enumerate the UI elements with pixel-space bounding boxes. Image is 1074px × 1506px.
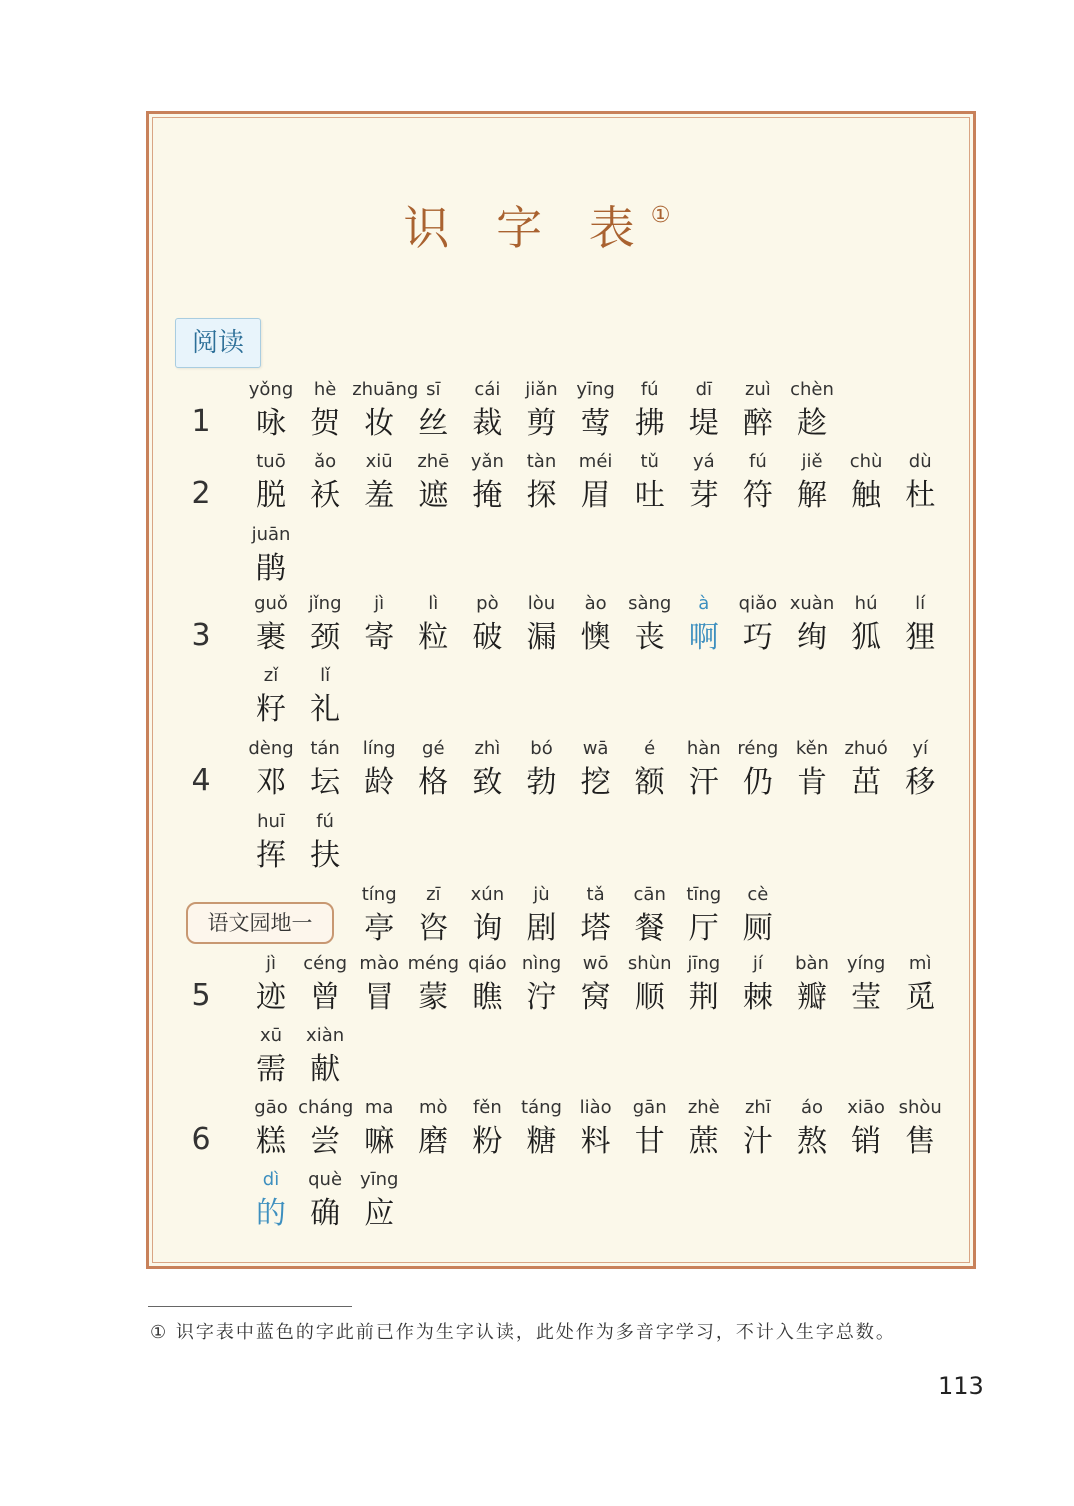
character-cell (569, 881, 623, 949)
hanzi: 邓 (256, 765, 286, 800)
row-number: 1 (191, 404, 211, 439)
character-cell (406, 735, 460, 803)
character-cell (623, 448, 677, 516)
hanzi: 漏 (526, 620, 557, 655)
hanzi: 尝 (310, 1124, 341, 1159)
pinyin: áo (800, 1097, 824, 1118)
hanzi: 贺 (310, 406, 341, 441)
pinyin: liào (579, 1097, 612, 1118)
pinyin: fú (316, 811, 334, 832)
character-cell (298, 1166, 352, 1234)
hanzi: 莹 (851, 980, 882, 1015)
character-cell (785, 376, 839, 444)
hanzi: 塔 (580, 911, 611, 946)
hanzi: 妆 (364, 406, 395, 441)
hanzi: 掩 (472, 478, 503, 513)
hanzi: 瞧 (472, 980, 503, 1015)
character-cell (623, 376, 677, 444)
character-cell (839, 590, 893, 658)
pinyin: jīng (687, 953, 721, 974)
pinyin: dù (908, 451, 932, 472)
pinyin: tán (310, 738, 340, 759)
pinyin: chù (849, 451, 883, 472)
pinyin: mì (908, 953, 932, 974)
pinyin: jiǎn (525, 379, 558, 400)
pinyin: pò (476, 593, 499, 614)
pinyin: xiāo (847, 1097, 885, 1118)
character-cell (839, 448, 893, 516)
character-cell (460, 950, 514, 1018)
hanzi: 挖 (580, 765, 611, 800)
pinyin: mò (419, 1097, 448, 1118)
pinyin: hàn (686, 738, 721, 759)
character-cell (515, 950, 569, 1018)
character-cell (677, 590, 731, 658)
hanzi: 勃 (526, 765, 557, 800)
character-cell (731, 881, 785, 949)
character-cell (893, 590, 947, 658)
pinyin: zhuó (844, 738, 888, 759)
hanzi: 扶 (310, 838, 341, 873)
hanzi: 剪 (526, 406, 557, 441)
character-cell (677, 950, 731, 1018)
pinyin: lí (915, 593, 926, 614)
pinyin: wō (582, 953, 609, 974)
character-cell (352, 881, 406, 949)
hanzi: 丝 (418, 406, 449, 441)
pinyin: mào (359, 953, 399, 974)
pinyin: cháng (298, 1097, 354, 1118)
character-cell (731, 448, 785, 516)
hanzi: 糖 (526, 1124, 557, 1159)
hanzi: 确 (310, 1196, 341, 1231)
pinyin: guǒ (254, 593, 288, 614)
row-number: 5 (191, 978, 211, 1013)
pinyin: yǒng (248, 379, 294, 400)
pinyin: táng (521, 1097, 562, 1118)
hanzi: 曾 (310, 980, 341, 1015)
character-cell (515, 376, 569, 444)
hanzi: 料 (580, 1124, 611, 1159)
hanzi: 格 (418, 765, 449, 800)
hanzi: 吐 (634, 478, 665, 513)
character-cell (677, 1094, 731, 1162)
character-cell (623, 881, 677, 949)
pinyin: à (698, 593, 710, 614)
pinyin: lòu (527, 593, 556, 614)
character-cell (731, 1094, 785, 1162)
pinyin: huī (257, 811, 285, 832)
pinyin: kěn (795, 738, 829, 759)
hanzi: 窝 (580, 980, 611, 1015)
character-cell (785, 735, 839, 803)
pinyin: é (644, 738, 656, 759)
character-cell (298, 808, 352, 876)
pinyin: xiū (365, 451, 393, 472)
character-cell (406, 590, 460, 658)
pinyin: gāo (254, 1097, 288, 1118)
hanzi: 符 (742, 478, 773, 513)
hanzi: 袄 (310, 478, 341, 513)
character-cell (569, 1094, 623, 1162)
pinyin: qiǎo (738, 593, 778, 614)
character-cell (515, 881, 569, 949)
pinyin: yí (912, 738, 929, 759)
hanzi: 咏 (256, 406, 286, 441)
pinyin: yīng (359, 1169, 399, 1190)
hanzi: 礼 (310, 692, 341, 727)
hanzi: 解 (797, 478, 827, 513)
hanzi: 羞 (364, 478, 395, 513)
pinyin: shòu (898, 1097, 942, 1118)
character-cell (352, 950, 406, 1018)
pinyin: yá (692, 451, 715, 472)
hanzi: 泞 (526, 980, 557, 1015)
hanzi: 移 (905, 765, 936, 800)
hanzi: 剧 (526, 911, 557, 946)
hanzi: 仍 (742, 765, 773, 800)
hanzi: 销 (851, 1124, 882, 1159)
character-cell (893, 950, 947, 1018)
hanzi: 破 (472, 620, 503, 655)
pinyin: cái (474, 379, 501, 400)
pinyin: tǔ (640, 451, 659, 472)
hanzi: 荆 (688, 980, 719, 1015)
hanzi: 蔗 (688, 1124, 719, 1159)
hanzi: 脱 (256, 478, 286, 513)
pinyin: zuì (744, 379, 771, 400)
hanzi: 需 (256, 1052, 286, 1087)
character-cell (731, 590, 785, 658)
pinyin: ma (364, 1097, 394, 1118)
hanzi: 趁 (797, 406, 827, 441)
pinyin: méng (407, 953, 460, 974)
character-cell (623, 950, 677, 1018)
character-cell (244, 1166, 298, 1234)
hanzi: 询 (472, 911, 503, 946)
character-cell (515, 735, 569, 803)
hanzi: 龄 (364, 765, 395, 800)
pinyin: què (308, 1169, 343, 1190)
hanzi: 致 (472, 765, 503, 800)
character-cell (244, 521, 298, 589)
hanzi: 汗 (688, 765, 719, 800)
character-cell (244, 662, 298, 730)
hanzi: 觅 (905, 980, 936, 1015)
pinyin: lǐ (320, 665, 331, 686)
character-cell (352, 1094, 406, 1162)
title-text: 识 字 表 (403, 201, 651, 255)
hanzi: 坛 (310, 765, 341, 800)
hanzi: 醉 (742, 406, 773, 441)
character-cell (460, 1094, 514, 1162)
character-cell (677, 448, 731, 516)
pinyin: shùn (627, 953, 672, 974)
character-cell (515, 448, 569, 516)
pinyin: tuō (256, 451, 286, 472)
character-cell (460, 735, 514, 803)
character-cell (460, 376, 514, 444)
character-cell (893, 735, 947, 803)
pinyin: tíng (361, 884, 397, 905)
pinyin: fú (749, 451, 767, 472)
character-cell (893, 1094, 947, 1162)
hanzi: 鹃 (256, 551, 286, 586)
row-number: 3 (191, 618, 211, 653)
hanzi: 莺 (580, 406, 611, 441)
hanzi: 丧 (634, 620, 665, 655)
pinyin: ǎo (314, 451, 337, 472)
character-cell (298, 1022, 352, 1090)
footnote-divider (148, 1306, 352, 1307)
footnote-mark: ① (650, 203, 671, 228)
row-number: 2 (191, 476, 211, 511)
hanzi: 的 (256, 1196, 286, 1231)
pinyin: qiáo (468, 953, 507, 974)
hanzi: 汁 (742, 1124, 773, 1159)
character-cell (298, 590, 352, 658)
pinyin: bàn (795, 953, 829, 974)
pinyin: chèn (790, 379, 834, 400)
pinyin: zhè (687, 1097, 720, 1118)
character-cell (515, 1094, 569, 1162)
hanzi: 咨 (418, 911, 449, 946)
character-cell (298, 448, 352, 516)
pinyin: lì (428, 593, 439, 614)
character-cell (839, 735, 893, 803)
character-cell (298, 376, 352, 444)
character-cell (893, 448, 947, 516)
pinyin: yīng (576, 379, 615, 400)
hanzi: 熬 (797, 1124, 827, 1159)
hanzi: 肯 (797, 765, 827, 800)
character-cell (406, 448, 460, 516)
hanzi: 寄 (364, 620, 395, 655)
character-cell (677, 376, 731, 444)
character-cell (352, 376, 419, 444)
footnote: ① 识字表中蓝色的字此前已作为生字认读，此处作为多音字学习，不计入生字总数。 (150, 1322, 896, 1343)
character-cell (406, 1094, 460, 1162)
character-cell (460, 590, 514, 658)
pinyin: sī (426, 379, 441, 400)
pinyin: méi (578, 451, 613, 472)
character-cell (785, 950, 839, 1018)
character-cell (569, 376, 623, 444)
character-cell (244, 590, 298, 658)
hanzi: 糕 (256, 1124, 286, 1159)
hanzi: 狸 (905, 620, 936, 655)
pinyin: gān (632, 1097, 667, 1118)
character-cell (244, 735, 298, 803)
character-cell (352, 735, 406, 803)
hanzi: 巧 (742, 620, 773, 655)
hanzi: 绚 (797, 620, 827, 655)
hanzi: 拂 (634, 406, 665, 441)
character-cell (785, 448, 839, 516)
pinyin: hè (313, 379, 337, 400)
pinyin: dì (262, 1169, 280, 1190)
character-cell (623, 590, 677, 658)
character-cell (298, 950, 352, 1018)
pinyin: jì (374, 593, 385, 614)
hanzi: 亭 (364, 911, 395, 946)
hanzi: 额 (634, 765, 665, 800)
hanzi: 粉 (472, 1124, 503, 1159)
pinyin: fěn (472, 1097, 502, 1118)
hanzi: 迹 (256, 980, 286, 1015)
hanzi: 顺 (634, 980, 665, 1015)
pinyin: zǐ (263, 665, 279, 686)
character-cell (352, 590, 406, 658)
hanzi: 裁 (472, 406, 503, 441)
hanzi: 芽 (688, 478, 719, 513)
row-number: 6 (191, 1122, 211, 1157)
pinyin: jì (265, 953, 276, 974)
pinyin: tàn (526, 451, 557, 472)
hanzi: 啊 (688, 620, 719, 655)
character-cell (244, 1022, 298, 1090)
hanzi: 应 (364, 1196, 395, 1231)
hanzi: 茁 (851, 765, 882, 800)
character-cell (731, 376, 785, 444)
pinyin: bó (530, 738, 553, 759)
character-cell (406, 950, 460, 1018)
pinyin: zhuāng (352, 379, 419, 400)
hanzi: 探 (526, 478, 557, 513)
section-label-garden: 语文园地一 (186, 902, 334, 944)
character-cell (569, 448, 623, 516)
row-number: 4 (191, 763, 211, 798)
hanzi: 籽 (256, 692, 286, 727)
character-cell (839, 950, 893, 1018)
pinyin: tǎ (586, 884, 605, 905)
pinyin: zhì (474, 738, 501, 759)
character-cell (406, 881, 460, 949)
hanzi: 狐 (851, 620, 882, 655)
character-cell (839, 1094, 893, 1162)
pinyin: xuàn (789, 593, 835, 614)
hanzi: 堤 (688, 406, 719, 441)
hanzi: 懊 (580, 620, 611, 655)
pinyin: zī (426, 884, 441, 905)
pinyin: dī (695, 379, 713, 400)
pinyin: zhī (744, 1097, 771, 1118)
pinyin: fú (640, 379, 659, 400)
character-cell (785, 590, 839, 658)
character-cell (731, 950, 785, 1018)
character-cell (298, 1094, 352, 1162)
pinyin: ào (584, 593, 607, 614)
character-cell (244, 808, 298, 876)
pinyin: sàng (628, 593, 672, 614)
hanzi: 餐 (634, 911, 665, 946)
hanzi: 杜 (905, 478, 936, 513)
pinyin: dèng (248, 738, 294, 759)
hanzi: 颈 (310, 620, 341, 655)
pinyin: líng (362, 738, 396, 759)
hanzi: 厕 (742, 911, 773, 946)
pinyin: xún (470, 884, 505, 905)
section-label-reading: 阅读 (175, 318, 261, 368)
hanzi: 厅 (688, 911, 719, 946)
pinyin: juān (251, 524, 291, 545)
character-cell (352, 1166, 406, 1234)
character-cell (515, 590, 569, 658)
pinyin: gé (422, 738, 445, 759)
hanzi: 磨 (418, 1124, 449, 1159)
character-cell (785, 1094, 839, 1162)
page-number: 113 (938, 1372, 984, 1400)
character-cell (569, 950, 623, 1018)
character-cell (677, 735, 731, 803)
hanzi: 触 (851, 478, 882, 513)
pinyin: cè (747, 884, 769, 905)
hanzi: 粒 (418, 620, 449, 655)
pinyin: nìng (521, 953, 562, 974)
pinyin: wā (582, 738, 609, 759)
pinyin: cān (633, 884, 666, 905)
pinyin: xū (259, 1025, 283, 1046)
pinyin: jiě (801, 451, 823, 472)
character-cell (244, 950, 298, 1018)
character-cell (352, 448, 406, 516)
hanzi: 甘 (634, 1124, 665, 1159)
pinyin: xiàn (306, 1025, 345, 1046)
pinyin: jù (533, 884, 550, 905)
character-cell (244, 1094, 298, 1162)
pinyin: yǎn (470, 451, 504, 472)
hanzi: 售 (905, 1124, 936, 1159)
pinyin: hú (854, 593, 878, 614)
character-cell (244, 376, 298, 444)
hanzi: 嘛 (364, 1124, 395, 1159)
hanzi: 裹 (256, 620, 286, 655)
character-cell (731, 735, 785, 803)
pinyin: zhē (417, 451, 450, 472)
character-cell (298, 735, 352, 803)
character-cell (623, 1094, 677, 1162)
character-cell (569, 590, 623, 658)
character-cell (460, 448, 514, 516)
hanzi: 棘 (742, 980, 773, 1015)
hanzi: 冒 (364, 980, 395, 1015)
hanzi: 挥 (256, 838, 286, 873)
pinyin: céng (303, 953, 347, 974)
hanzi: 眉 (580, 478, 611, 513)
character-cell (623, 735, 677, 803)
character-cell (569, 735, 623, 803)
pinyin: tīng (686, 884, 722, 905)
pinyin: réng (737, 738, 779, 759)
pinyin: jǐng (308, 593, 342, 614)
character-cell (677, 881, 731, 949)
character-cell (460, 881, 514, 949)
pinyin: yíng (846, 953, 886, 974)
character-cell (406, 376, 460, 444)
hanzi: 蒙 (418, 980, 449, 1015)
hanzi: 瓣 (797, 980, 827, 1015)
pinyin: jí (752, 953, 763, 974)
character-cell (244, 448, 298, 516)
hanzi: 遮 (418, 478, 449, 513)
hanzi: 献 (310, 1052, 341, 1087)
character-cell (298, 662, 352, 730)
